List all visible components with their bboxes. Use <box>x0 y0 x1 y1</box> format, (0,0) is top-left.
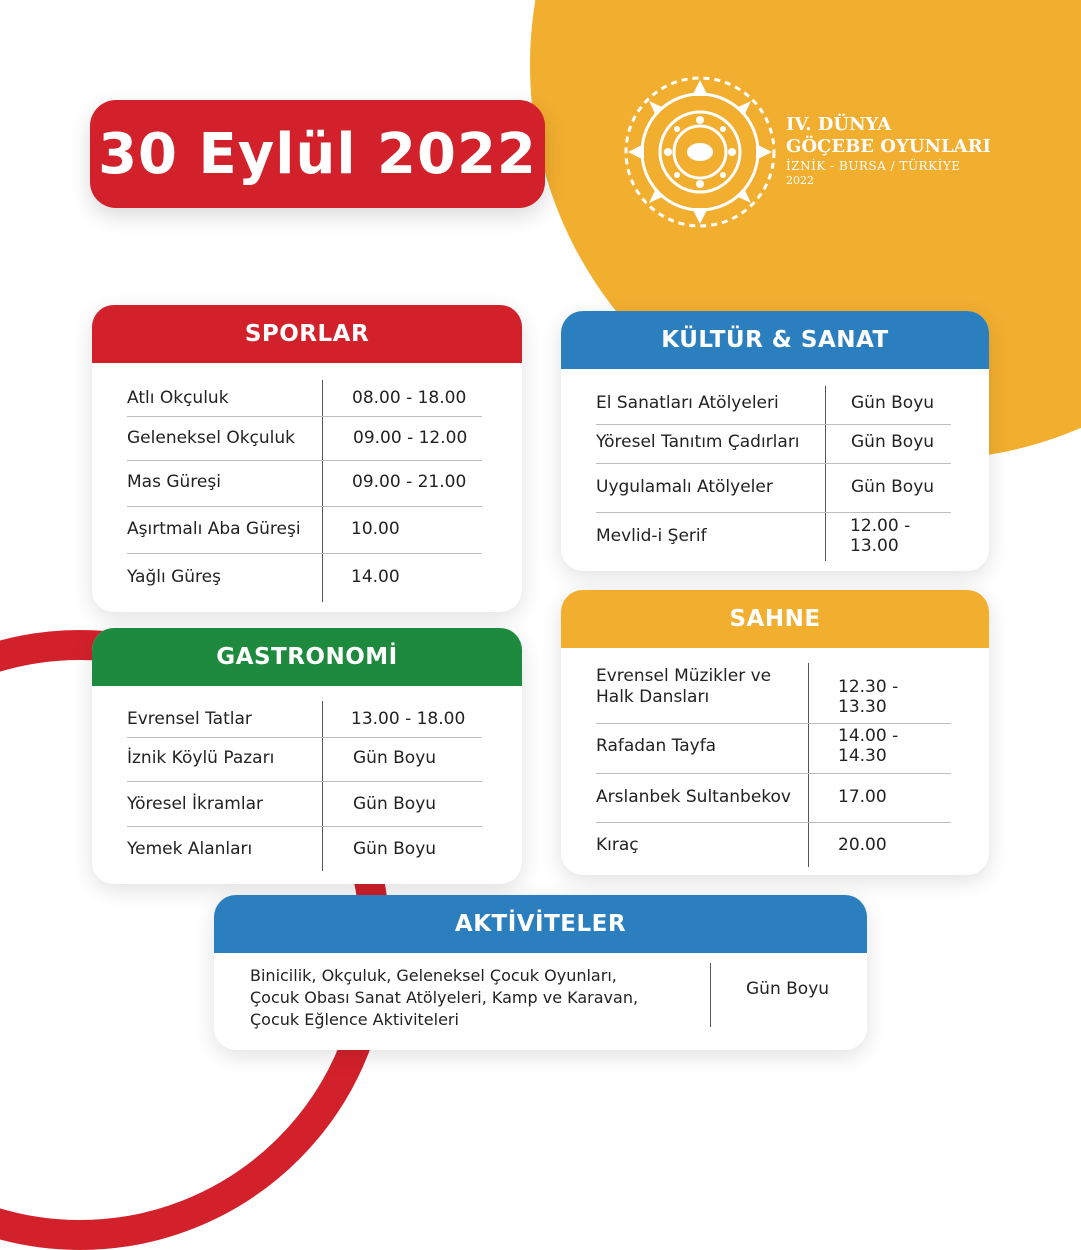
list-item: El Sanatları Atölyeleri Gün Boyu <box>596 393 935 413</box>
logo-title-line1: IV. DÜNYA <box>786 114 892 135</box>
list-item: Aşırtmalı Aba Güreşi 10.00 <box>127 519 400 539</box>
card-aktiviteler <box>214 895 867 1050</box>
mandala-emblem-icon <box>620 72 780 232</box>
card-sahne <box>561 590 989 875</box>
card-kultur-sanat <box>561 311 989 571</box>
list-item: Arslanbek Sultanbekov 17.00 <box>596 787 887 807</box>
list-item: Rafadan Tayfa 14.00 - 14.30 <box>596 726 899 766</box>
list-item: Evrensel Müzikler ve Halk Dansları 12.30 - 13.30 <box>596 666 899 717</box>
card-sporlar <box>92 305 522 612</box>
date-banner <box>90 100 545 208</box>
list-item: Mevlid-i Şerif 12.00 - 13.00 <box>596 516 911 556</box>
logo-year: 2022 <box>786 174 814 187</box>
list-item: Evrensel Tatlar 13.00 - 18.00 <box>127 709 466 729</box>
list-item: Geleneksel Okçuluk 09.00 - 12.00 <box>127 428 468 448</box>
list-item: Uygulamalı Atölyeler Gün Boyu <box>596 477 935 497</box>
date-text: 30 Eylül 2022 <box>98 121 537 187</box>
card-gastronomi-title: GASTRONOMİ <box>92 628 522 686</box>
list-item: Kıraç 20.00 <box>596 835 887 855</box>
list-item: İznik Köylü Pazarı Gün Boyu <box>127 748 437 768</box>
logo-title-line2: GÖÇEBE OYUNLARI <box>786 136 991 157</box>
list-item: Yemek Alanları Gün Boyu <box>127 839 437 859</box>
card-kultur-title: KÜLTÜR & SANAT <box>561 311 989 369</box>
list-item: Mas Güreşi 09.00 - 21.00 <box>127 472 467 492</box>
list-item: Yağlı Güreş 14.00 <box>127 567 400 587</box>
event-logo <box>620 72 1020 237</box>
aktiviteler-time: Gün Boyu <box>746 979 830 999</box>
card-sahne-title: SAHNE <box>561 590 989 648</box>
list-item: Yöresel Tanıtım Çadırları Gün Boyu <box>596 432 935 452</box>
aktiviteler-description: Binicilik, Okçuluk, Geleneksel Çocuk Oyunları, Çocuk Obası Sanat Atölyeleri, Kamp ve Karavan, Çocuk Eğlence Aktiviteleri <box>250 966 639 1029</box>
card-aktiviteler-title: AKTİVİTELER <box>214 895 867 953</box>
list-item: Atlı Okçuluk 08.00 - 18.00 <box>127 388 467 408</box>
list-item: Yöresel İkramlar Gün Boyu <box>127 794 437 814</box>
logo-location: İZNİK - BURSA / TÜRKİYE <box>786 159 961 173</box>
card-gastronomi <box>92 628 522 884</box>
card-sporlar-title: SPORLAR <box>92 305 522 363</box>
